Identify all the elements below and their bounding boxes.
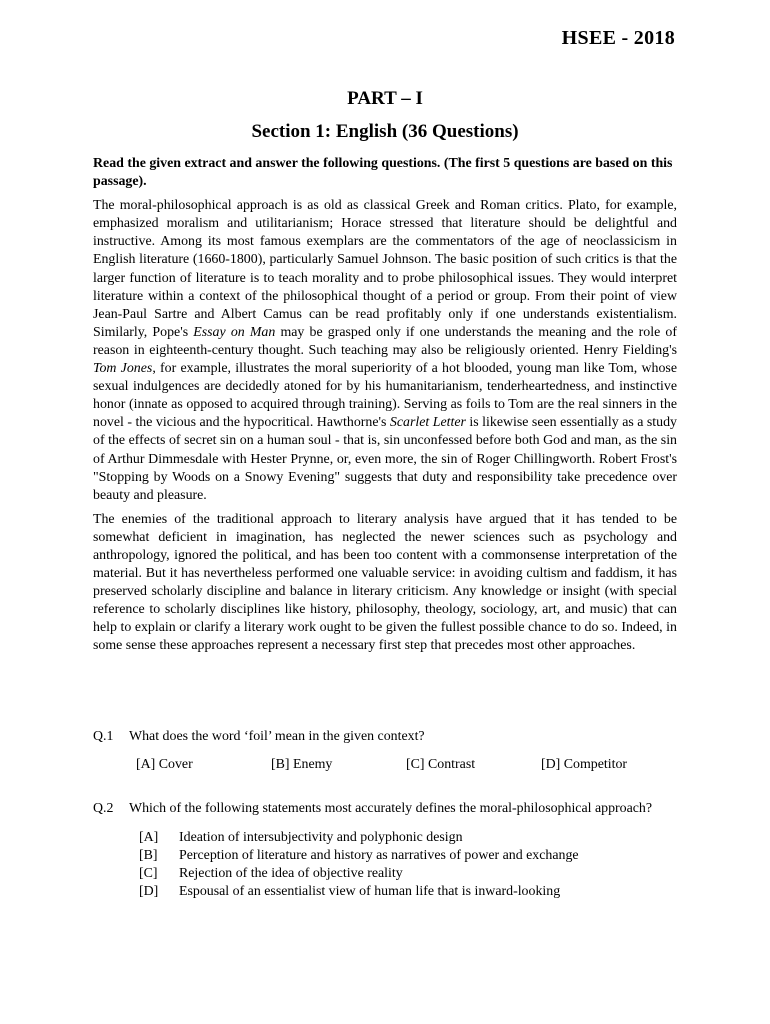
passage-block xyxy=(93,155,677,662)
work-title: Tom Jones xyxy=(93,361,153,377)
work-title: Essay on Man xyxy=(193,324,276,340)
option-b[interactable]: [B] Enemy xyxy=(271,757,333,773)
option-d[interactable]: [D] Espousal of an essentialist view of human life that is inward-looking xyxy=(139,884,561,900)
passage-text: is likewise seen essentially as a study of the effects of secret sin on a human soul - that is, sin unconfessed before both God and man, as the sin of Arthur Dimmesdale with Hester Prynne, or, even more, the sin of Roger Chillingworth. Robert Frost's "Stopping by Woods on a Snowy Evening" suggests that duty and responsibility take precedence over beauty and pleasure. xyxy=(93,415,678,503)
question-number: Q.2 xyxy=(93,801,114,816)
passage-text: , for example, illustrates the moral superiority of a hot blooded, young man like Tom, whose sexual indulgences are decidedly atoned for by his humanitarianism, tenderheartedness, and instinctive honor (innate as opposed to acquired through training). Serving as foils to Tom are the real sinners in the novel - the vicious and the hypocritical. Hawthorne's xyxy=(93,361,677,431)
question-number: Q.1 xyxy=(93,729,114,744)
options-row xyxy=(93,756,677,774)
option-d[interactable]: [D] Competitor xyxy=(541,757,628,773)
option-a[interactable]: [A] Ideation of intersubjectivity and polyphonic design xyxy=(139,830,463,846)
option-b[interactable]: [B] Perception of literature and history as narratives of power and exchange xyxy=(139,848,579,864)
option-c[interactable]: [C] Contrast xyxy=(406,757,476,773)
question-2 xyxy=(93,800,677,901)
passage-text: may be grasped only if one understands the meaning and the role of reason in eighteenth-century thought. Such teaching may also be religiously oriented. Henry Fielding's xyxy=(93,324,677,358)
question-text: Which of the following statements most accurately defines the moral-philosophical approach? xyxy=(129,801,653,816)
option-c[interactable]: [C] Rejection of the idea of objective reality xyxy=(139,866,403,882)
section-title: Section 1: English (36 Questions) xyxy=(251,121,519,142)
instruction-text: Read the given extract and answer the following questions. (The first 5 questions are based on this passage). xyxy=(93,156,673,190)
option-a[interactable]: [A] Cover xyxy=(136,757,193,773)
passage-paragraph-1 xyxy=(93,197,677,505)
work-title: Scarlet Letter xyxy=(389,415,466,431)
part-title: PART – I xyxy=(347,88,423,109)
exam-code: HSEE - 2018 xyxy=(561,27,675,49)
question-1 xyxy=(93,728,677,774)
passage-paragraph-2: The enemies of the traditional approach to literary analysis have argued that it has tended to be somewhat deficient in imagination, has neglected the newer sciences such as psychology and anthropology, ignored the political, and has been too content with a commonsense interpretation of the material. But it has nevertheless performed one valuable service: in avoiding cultism and faddism, it has preserved scholarly discipline and balance in literary criticism. Any knowledge or insight (with special reference to scholarly disciplines like history, philosophy, theology, sociology, art, and music) that can help to explain or clarify a literary work ought to be given the fullest possible chance to do so. Indeed, in some sense these approaches represent a necessary first step that precedes most other approaches. xyxy=(93,511,677,654)
options-list xyxy=(93,829,677,901)
question-text: What does the word ‘foil’ mean in the given context? xyxy=(129,729,425,744)
passage-text: The moral-philosophical approach is as old as classical Greek and Roman critics. Plato, for example, emphasized moralism and utilitarianism; Horace stressed that literature should be delightful and instructive. Among its most famous exemplars are the commentators of the age of neoclassicism in English literature (1660-1800), particularly Samuel Johnson. The basic position of such critics is that the larger function of literature is to teach morality and to probe philosophical issues. They would interpret literature within a context of the philosophical thought of a period or group. From their point of view Jean-Paul Sartre and Albert Camus can be read profitably only if one understands existentialism. Similarly, Pope's xyxy=(93,198,677,340)
